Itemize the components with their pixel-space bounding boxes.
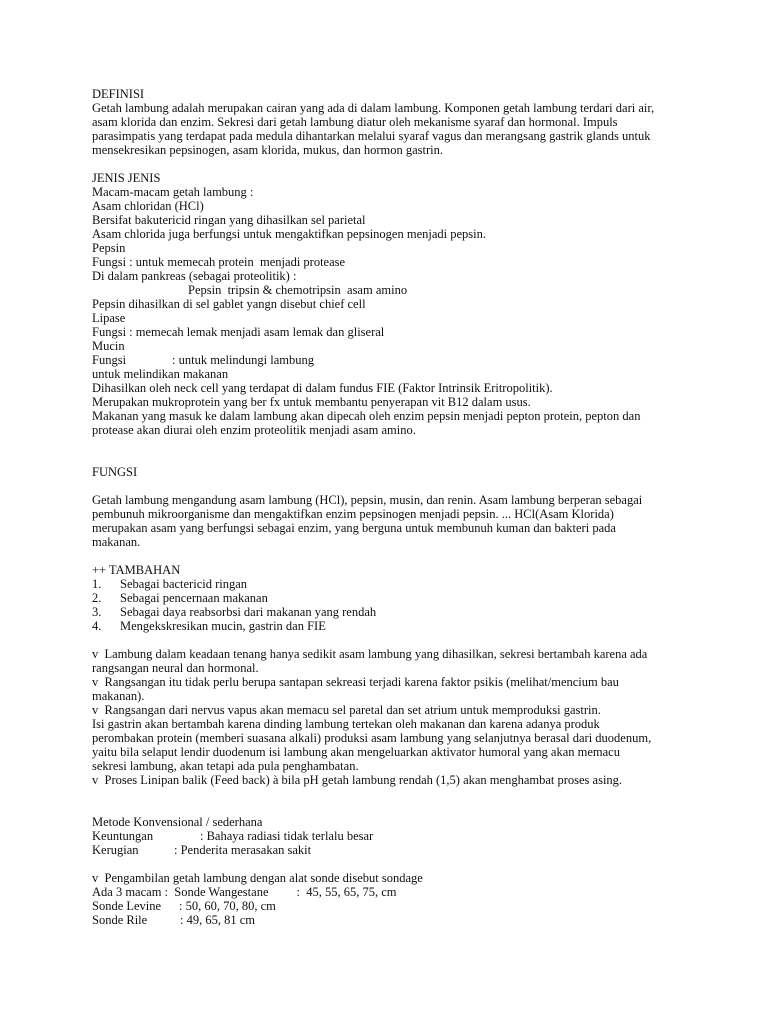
spacer [92,787,732,815]
note-line: yaitu bila selaput lendir duodenum isi lambung akan mengeluarkan aktivator humoral yang akan memacu [92,745,620,759]
definisi-heading: DEFINISI [92,87,145,101]
note-line: perombakan protein (memberi suasana alkali) produksi asam lambung yang selanjutnya berasal dari duodenum, [92,731,652,745]
list-item-number: 3. [92,605,102,619]
mucin-line: untuk melindikan makanan [92,367,229,381]
spacer [92,857,732,871]
sonde-intro: v Pengambilan getah lambung dengan alat sonde disebut sondage [92,871,423,885]
pepsin-origin: Pepsin dihasilkan di sel gablet yangn disebut chief cell [92,297,366,311]
spacer [92,437,732,465]
keuntungan-value: : Bahaya radiasi tidak terlalu besar [200,829,374,843]
spacer [92,479,732,493]
mucin-fungsi [92,353,732,367]
lipase-fungsi: Fungsi : memecah lemak menjadi asam lemak dan gliseral [92,325,385,339]
sonde-row3-value: : 49, 65, 81 cm [180,913,255,927]
keuntungan-label: Keuntungan [92,829,154,843]
mucin-fungsi-label: Fungsi [92,353,127,367]
summary-line: protease akan diurai oleh enzim proteolitik menjadi asam amino. [92,423,416,437]
mucin-fungsi-value: : untuk melindungi lambung [172,353,315,367]
note-line: v Proses Linipan balik (Feed back) à bila pH getah lambung rendah (1,5) akan menghambat proses asing. [92,773,623,787]
list-item [92,605,732,619]
sonde-row1-prefix: Ada 3 macam : Sonde Wangestane [92,885,269,899]
spacer [92,549,732,563]
note-line: Isi gastrin akan bertambah karena dinding lambung tertekan oleh makanan dan karena adanya produk [92,717,600,731]
note-line: rangsangan neural dan hormonal. [92,661,259,675]
mucin-line: Merupakan mukroprotein yang ber fx untuk membantu penyerapan vit B12 dalam usus. [92,395,531,409]
list-item-number: 2. [92,591,102,605]
fungsi-line: pembunuh mikroorganisme dan mengaktifkan enzim pepsinogen menjadi pepsin. ... HCl(Asam Klorida) [92,507,614,521]
fungsi-line: makanan. [92,535,141,549]
note-line: sekresi lambung, akan tetapi ada pula penghambatan. [92,759,359,773]
hcl-line: Asam chlorida juga berfungsi untuk mengaktifkan pepsinogen menjadi pepsin. [92,227,487,241]
definisi-line: parasimpatis yang terdapat pada medula dihantarkan melalui syaraf vagus dan merangsang gastrik glands untuk [92,129,651,143]
jenis-intro: Macam-macam getah lambung : [92,185,254,199]
spacer [92,633,732,647]
list-item-number: 1. [92,577,102,591]
definisi-line: mensekresikan pepsinogen, asam klorida, mukus, dan hormon gastrin. [92,143,443,157]
list-item-text: Sebagai daya reabsorbsi dari makanan yang rendah [120,605,377,619]
kerugian-row [92,843,732,857]
fungsi-line: Getah lambung mengandung asam lambung (HCl), pepsin, musin, dan renin. Asam lambung berperan sebagai [92,493,643,507]
lipase-title: Lipase [92,311,126,325]
list-item-text: Sebagai bactericid ringan [120,577,248,591]
note-line: v Rangsangan itu tidak perlu berupa santapan sekreasi terjadi karena faktor psikis (melihat/mencium bau [92,675,619,689]
mucin-line: Dihasilkan oleh neck cell yang terdapat di dalam fundus FIE (Faktor Intrinsik Eritropolitik). [92,381,553,395]
tambahan-heading: ++ TAMBAHAN [92,563,181,577]
list-item [92,619,732,633]
metode-heading: Metode Konvensional / sederhana [92,815,263,829]
pepsin-fungsi: Fungsi : untuk memecah protein menjadi protease [92,255,346,269]
sonde-row [92,913,732,927]
list-item [92,591,732,605]
note-line: v Lambung dalam keadaan tenang hanya sedikit asam lambung yang dihasilkan, sekresi bertambah karena ada [92,647,648,661]
hcl-title: Asam chloridan (HCl) [92,199,204,213]
pepsin-chain: Pepsin tripsin & chemotripsin asam amino [188,283,408,297]
list-item-text: Sebagai pencernaan makanan [120,591,268,605]
sonde-row2-value: : 50, 60, 70, 80, cm [179,899,276,913]
note-line: makanan). [92,689,145,703]
kerugian-value: : Penderita merasakan sakit [174,843,312,857]
pepsin-title: Pepsin [92,241,126,255]
jenis-heading: JENIS JENIS [92,171,161,185]
kerugian-label: Kerugian [92,843,139,857]
document-body [92,87,732,927]
mucin-title: Mucin [92,339,125,353]
sonde-row1-value: : 45, 55, 65, 75, cm [296,885,397,899]
list-item-number: 4. [92,619,102,633]
list-item-text: Mengekskresikan mucin, gastrin dan FIE [120,619,326,633]
definisi-line: asam klorida dan enzim. Sekresi dari getah lambung diatur oleh mekanisme syaraf dan hormonal. Impuls [92,115,618,129]
keuntungan-row [92,829,732,843]
summary-line: Makanan yang masuk ke dalam lambung akan dipecah oleh enzim pepsin menjadi pepton protein, pepton dan [92,409,641,423]
sonde-row2-label: Sonde Levine [92,899,162,913]
hcl-line: Bersifat bakutericid ringan yang dihasilkan sel parietal [92,213,366,227]
sonde-row3-label: Sonde Rile [92,913,148,927]
definisi-line: Getah lambung adalah merupakan cairan yang ada di dalam lambung. Komponen getah lambung terdari dari air, [92,101,655,115]
sonde-row [92,885,732,899]
pepsin-pankreas: Di dalam pankreas (sebagai proteolitik) : [92,269,297,283]
fungsi-line: merupakan asam yang berfungsi sebagai enzim, yang berguna untuk membunuh kuman dan bakteri pada [92,521,616,535]
fungsi-heading: FUNGSI [92,465,138,479]
list-item [92,577,732,591]
sonde-row [92,899,732,913]
note-line: v Rangsangan dari nervus vapus akan memacu sel paretal dan set atrium untuk memproduksi gastrin. [92,703,601,717]
spacer [92,157,732,171]
